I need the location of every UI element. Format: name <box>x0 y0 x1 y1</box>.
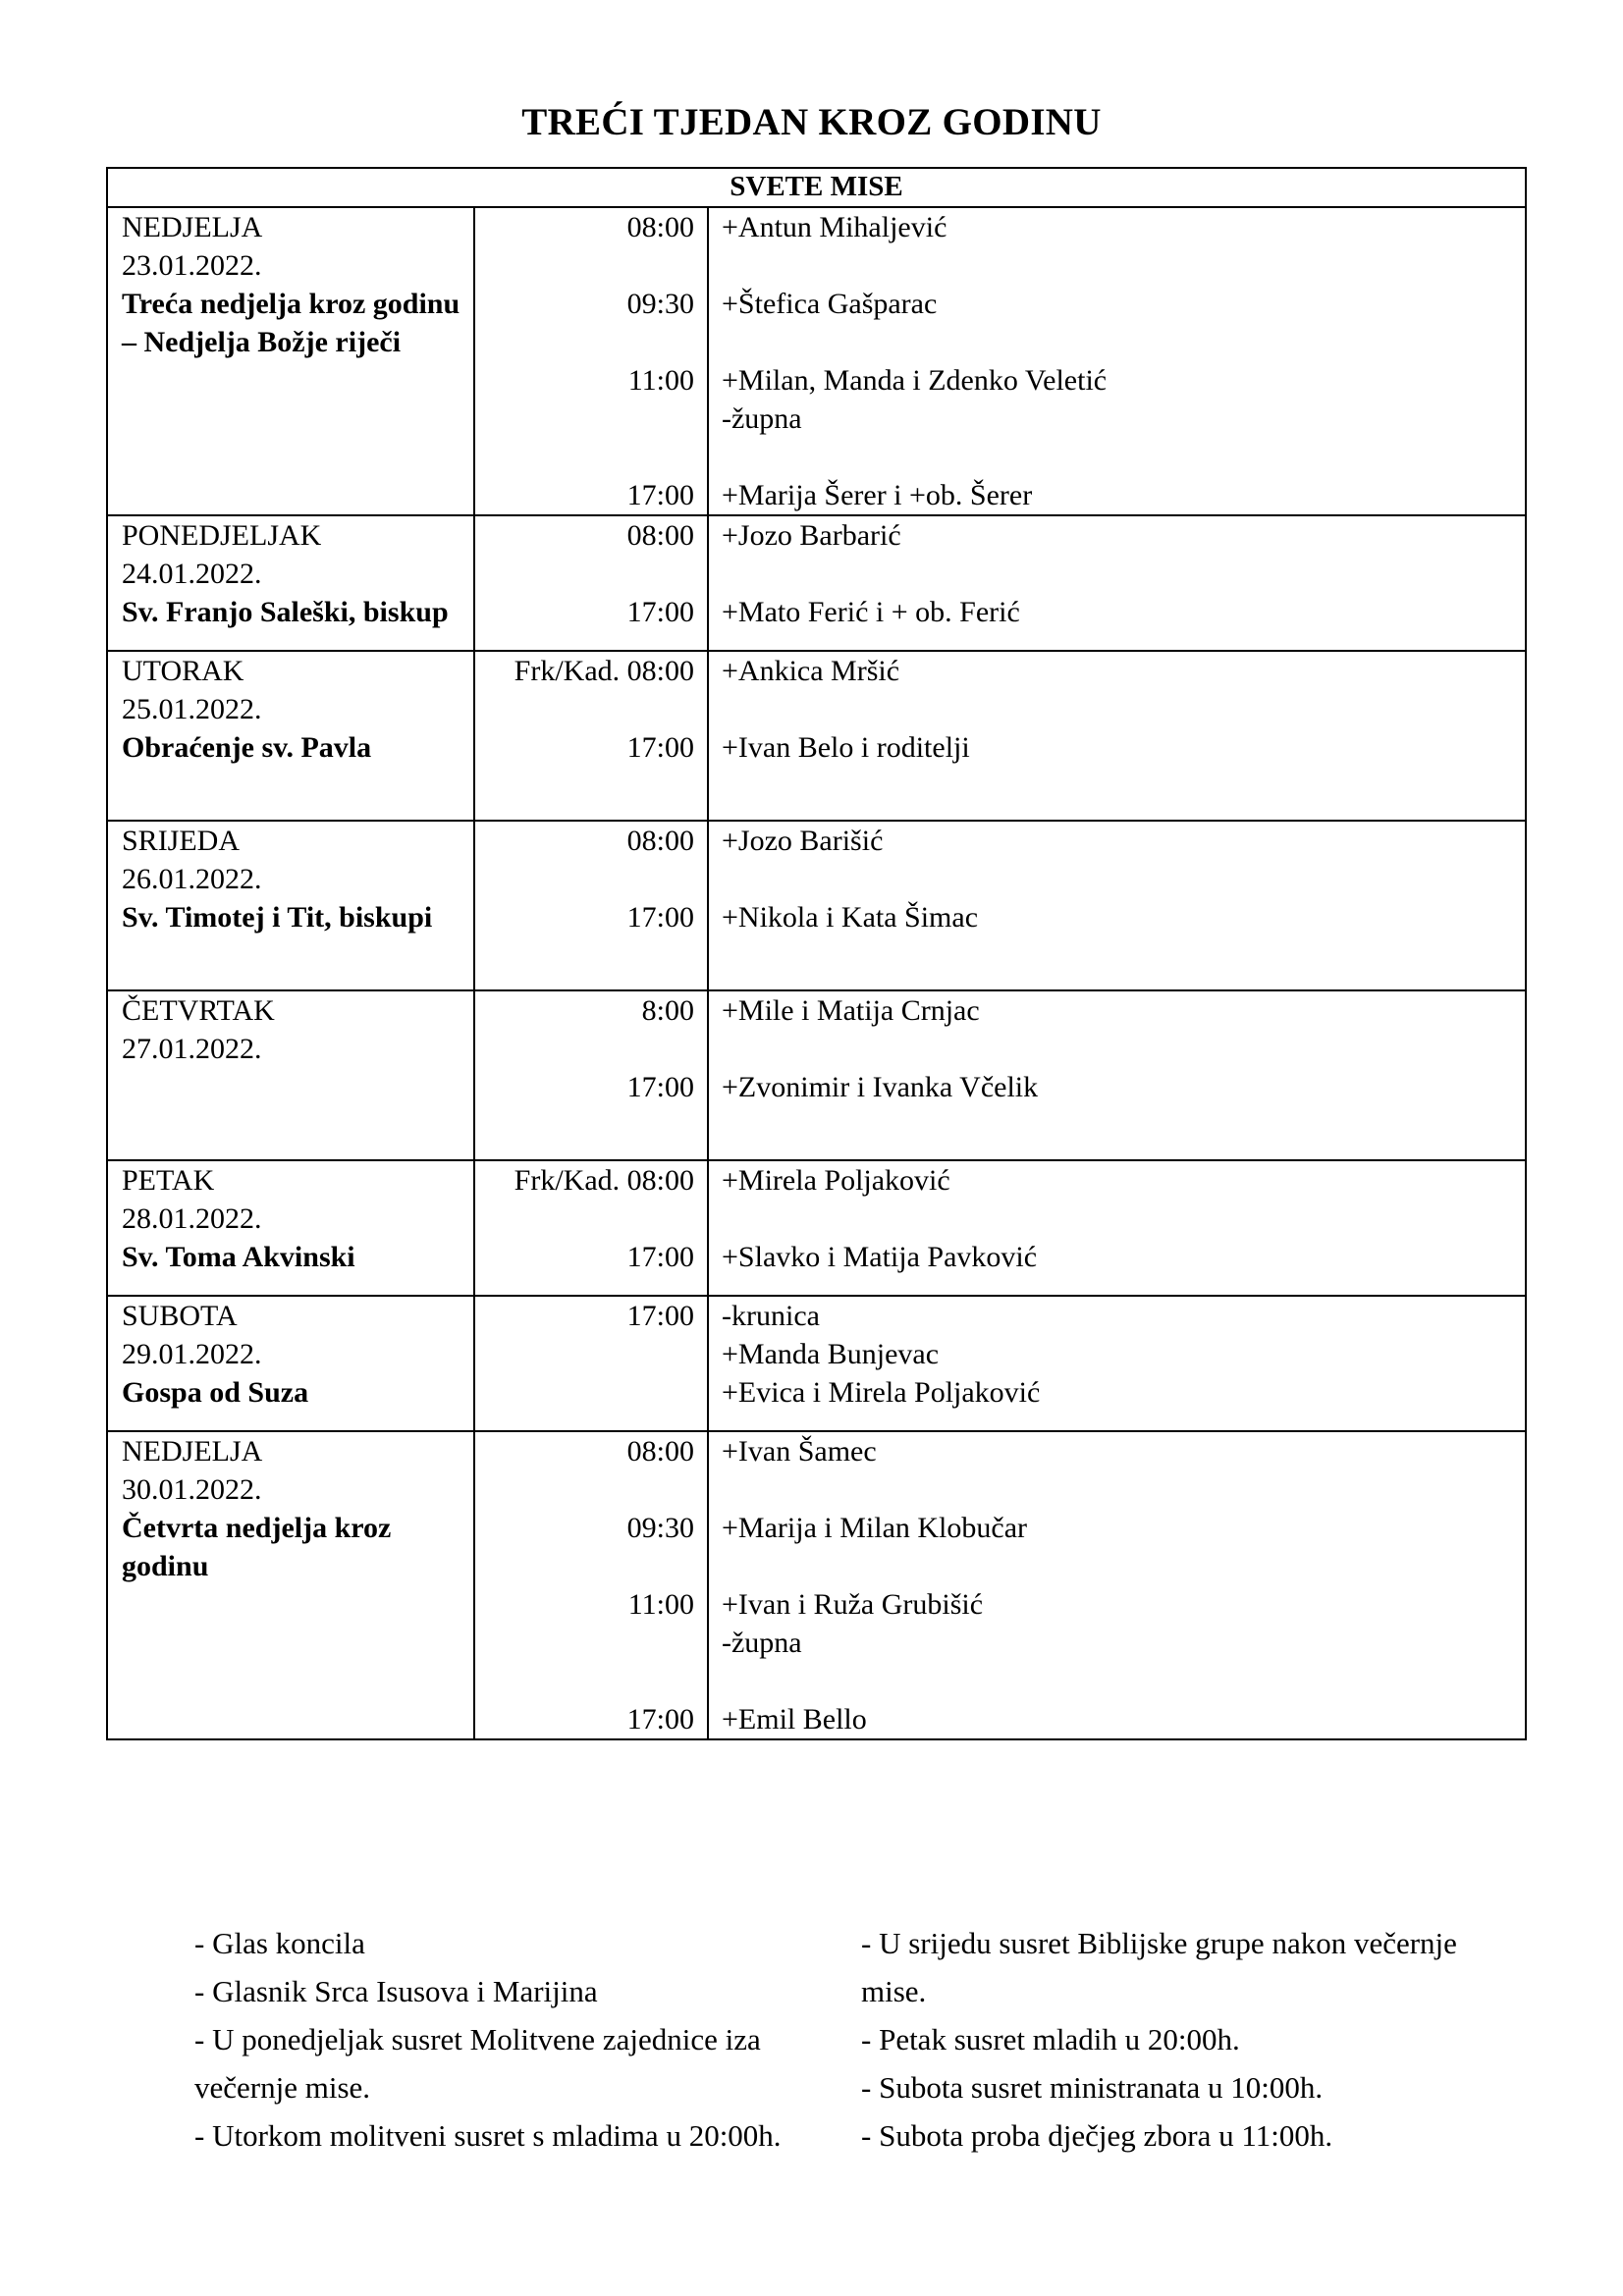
day-cell <box>107 990 474 1160</box>
feast-name: Četvrta nedjelja kroz godinu <box>122 1512 392 1582</box>
times-cell <box>474 821 708 990</box>
mass-time: 17:00 <box>626 1300 694 1332</box>
spacer <box>722 1200 1525 1238</box>
mass-time: 11:00 <box>627 364 694 397</box>
mass-intention: +Milan, Manda i Zdenko Veletić <box>722 364 1108 397</box>
mass-intention: +Slavko i Matija Pavković <box>722 1241 1038 1273</box>
spacer <box>722 246 1525 285</box>
mass-time: 08:00 <box>626 211 694 243</box>
times-cell <box>474 651 708 821</box>
schedule-row <box>107 515 1526 651</box>
times-cell <box>474 1160 708 1296</box>
schedule-row <box>107 1160 1526 1296</box>
mass-schedule-table <box>106 167 1527 1740</box>
schedule-row <box>107 1296 1526 1431</box>
mass-time: 17:00 <box>626 901 694 934</box>
mass-intention: +Ivan Šamec <box>722 1435 877 1468</box>
announcement-item: - Glasnik Srca Isusova i Marijina <box>194 1974 598 2008</box>
spacer <box>722 1662 1525 1700</box>
day-date: 23.01.2022. <box>122 249 262 282</box>
schedule-body <box>107 207 1526 1739</box>
mass-intention: +Štefica Gašparac <box>722 288 938 320</box>
feast-name: Obraćenje sv. Pavla <box>122 731 372 764</box>
mass-intention: +Marija Šerer i +ob. Šerer <box>722 479 1033 511</box>
day-cell <box>107 1160 474 1296</box>
schedule-row <box>107 651 1526 821</box>
mass-intention: +Jozo Barbarić <box>722 519 901 552</box>
mass-intention: +Evica i Mirela Poljaković <box>722 1376 1041 1409</box>
mass-intention: +Ivan i Ruža Grubišić <box>722 1588 984 1621</box>
mass-intention: +Zvonimir i Ivanka Včelik <box>722 1071 1039 1103</box>
day-date: 24.01.2022. <box>122 558 262 590</box>
times-cell <box>474 515 708 651</box>
schedule-row <box>107 990 1526 1160</box>
spacer <box>722 860 1525 898</box>
announcement-item: - Glas koncila <box>194 1926 365 1960</box>
intentions-cell <box>708 821 1526 990</box>
table-header-row <box>107 168 1526 207</box>
day-cell <box>107 1296 474 1431</box>
day-date: 29.01.2022. <box>122 1338 262 1370</box>
announcement-item: - Subota proba dječjeg zbora u 11:00h. <box>861 2118 1333 2153</box>
mass-intention: +Nikola i Kata Šimac <box>722 901 979 934</box>
mass-intention: +Mato Ferić i + ob. Ferić <box>722 596 1020 628</box>
day-name: UTORAK <box>122 655 244 687</box>
feast-name: Sv. Timotej i Tit, biskupi <box>122 901 433 934</box>
times-cell <box>474 1296 708 1431</box>
mass-intention: +Antun Mihaljević <box>722 211 947 243</box>
spacer <box>475 438 694 476</box>
feast-name: Sv. Franjo Saleški, biskup <box>122 596 449 628</box>
intentions-cell <box>708 1160 1526 1296</box>
feast-name: Treća nedjelja kroz godinu – Nedjelja Božje riječi <box>122 288 460 358</box>
intentions-cell <box>708 515 1526 651</box>
times-cell <box>474 207 708 515</box>
day-date: 26.01.2022. <box>122 863 262 895</box>
mass-time: 17:00 <box>626 731 694 764</box>
day-name: SUBOTA <box>122 1300 238 1332</box>
announcement-item: - U srijedu susret Biblijske grupe nakon večernje mise. <box>861 1926 1457 2008</box>
times-cell <box>474 1431 708 1739</box>
mass-intention: +Ankica Mršić <box>722 655 900 687</box>
spacer <box>475 1470 694 1509</box>
spacer <box>475 246 694 285</box>
mass-intention: +Emil Bello <box>722 1703 867 1735</box>
spacer <box>475 690 694 728</box>
mass-time: 11:00 <box>627 1588 694 1621</box>
mass-time: 09:30 <box>626 288 694 320</box>
intentions-cell <box>708 990 1526 1160</box>
mass-time: 17:00 <box>626 479 694 511</box>
schedule-row <box>107 207 1526 515</box>
page-title: TREĆI TJEDAN KROZ GODINU <box>521 101 1102 143</box>
mass-intention: -župna <box>722 1627 802 1659</box>
spacer <box>475 555 694 593</box>
mass-intention: +Manda Bunjevac <box>722 1338 940 1370</box>
day-date: 27.01.2022. <box>122 1033 262 1065</box>
spacer <box>475 860 694 898</box>
mass-time: 09:30 <box>626 1512 694 1544</box>
spacer <box>475 1030 694 1068</box>
mass-intention: -župna <box>722 402 802 435</box>
notes-left-column <box>194 1919 803 2160</box>
mass-intention: +Mile i Matija Crnjac <box>722 994 980 1027</box>
intentions-cell <box>708 1431 1526 1739</box>
spacer <box>475 1547 694 1585</box>
spacer <box>722 690 1525 728</box>
mass-time: Frk/Kad. 08:00 <box>514 655 694 687</box>
mass-time: 8:00 <box>641 994 694 1027</box>
day-date: 25.01.2022. <box>122 693 262 725</box>
day-cell <box>107 1431 474 1739</box>
day-date: 28.01.2022. <box>122 1202 262 1235</box>
schedule-row <box>107 1431 1526 1739</box>
mass-time: 08:00 <box>626 825 694 857</box>
mass-time: 17:00 <box>626 1071 694 1103</box>
day-name: PONEDJELJAK <box>122 519 322 552</box>
schedule-row <box>107 821 1526 990</box>
day-cell <box>107 515 474 651</box>
feast-name: Gospa od Suza <box>122 1376 309 1409</box>
spacer <box>475 323 694 361</box>
mass-intention: +Marija i Milan Klobučar <box>722 1512 1028 1544</box>
spacer <box>722 323 1525 361</box>
notes-right-column <box>861 1919 1489 2160</box>
spacer <box>475 400 694 438</box>
spacer <box>475 1200 694 1238</box>
day-name: PETAK <box>122 1164 215 1197</box>
mass-intention: +Ivan Belo i roditelji <box>722 731 970 764</box>
announcement-item: - Utorkom molitveni susret s mladima u 20:00h. <box>194 2118 782 2153</box>
intentions-cell <box>708 651 1526 821</box>
mass-time: 17:00 <box>626 1703 694 1735</box>
day-cell <box>107 821 474 990</box>
intentions-cell <box>708 1296 1526 1431</box>
spacer <box>722 1470 1525 1509</box>
mass-intention: -krunica <box>722 1300 820 1332</box>
announcement-item: - Petak susret mladih u 20:00h. <box>861 2022 1240 2056</box>
day-name: SRIJEDA <box>122 825 241 857</box>
day-date: 30.01.2022. <box>122 1473 262 1506</box>
spacer <box>722 555 1525 593</box>
day-cell <box>107 651 474 821</box>
feast-name: Sv. Toma Akvinski <box>122 1241 355 1273</box>
spacer <box>475 1624 694 1662</box>
mass-time: 08:00 <box>626 1435 694 1468</box>
spacer <box>475 1662 694 1700</box>
section-header: SVETE MISE <box>107 168 1526 207</box>
times-cell <box>474 990 708 1160</box>
spacer <box>722 1547 1525 1585</box>
spacer <box>722 438 1525 476</box>
intentions-cell <box>708 207 1526 515</box>
mass-time: Frk/Kad. 08:00 <box>514 1164 694 1197</box>
day-name: NEDJELJA <box>122 1435 263 1468</box>
announcement-item: - Subota susret ministranata u 10:00h. <box>861 2070 1324 2105</box>
day-name: ČETVRTAK <box>122 994 275 1027</box>
mass-intention: +Jozo Barišić <box>722 825 884 857</box>
announcement-item: - U ponedjeljak susret Molitvene zajednice iza večernje mise. <box>194 2022 761 2105</box>
mass-time: 17:00 <box>626 596 694 628</box>
mass-time: 17:00 <box>626 1241 694 1273</box>
spacer <box>722 1030 1525 1068</box>
mass-time: 08:00 <box>626 519 694 552</box>
mass-intention: +Mirela Poljaković <box>722 1164 950 1197</box>
day-name: NEDJELJA <box>122 211 263 243</box>
day-cell <box>107 207 474 515</box>
